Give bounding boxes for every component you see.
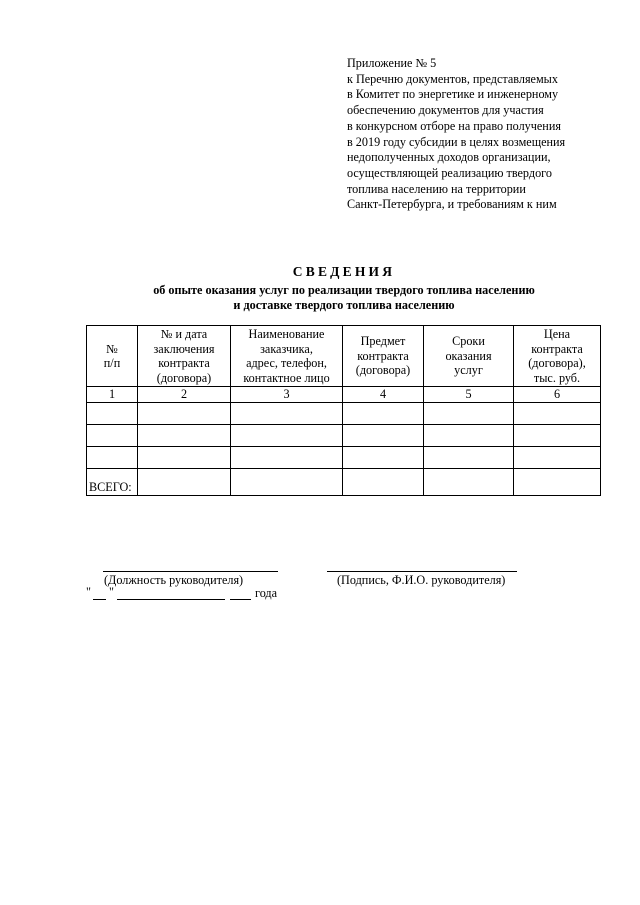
- signature-line: [327, 571, 517, 572]
- table-cell: [231, 402, 343, 424]
- table-cell: [424, 424, 514, 446]
- annex-line: обеспечению документов для участия: [347, 103, 544, 118]
- column-number: 5: [424, 387, 514, 403]
- table-cell: [424, 446, 514, 468]
- annex-line: к Перечню документов, представляемых: [347, 71, 558, 86]
- annex-line: топлива населению на территории: [347, 181, 526, 196]
- table-row: [87, 402, 601, 424]
- header-service-terms: Сроки оказания услуг: [424, 326, 514, 387]
- table-row: [87, 424, 601, 446]
- table-cell: [87, 446, 138, 468]
- position-line: [103, 571, 278, 572]
- header-row-number: № п/п: [87, 326, 138, 387]
- header-contract-price: Цена контракта (договора), тыс. руб.: [514, 326, 601, 387]
- table-cell: [138, 446, 231, 468]
- date-month-line: [117, 599, 225, 600]
- column-number: 6: [514, 387, 601, 403]
- table-cell: [231, 446, 343, 468]
- signature-caption: (Подпись, Ф.И.О. руководителя): [337, 573, 506, 587]
- annex-line: Приложение № 5: [347, 56, 437, 70]
- table-cell: [343, 446, 424, 468]
- table-cell: [343, 402, 424, 424]
- header-contract-subject: Предмет контракта (договора): [343, 326, 424, 387]
- table-cell: [231, 424, 343, 446]
- table-cell: [514, 402, 601, 424]
- position-caption: (Должность руководителя): [104, 573, 244, 587]
- table-cell: [138, 402, 231, 424]
- table-cell: [231, 468, 343, 495]
- column-number-row: [87, 387, 601, 403]
- column-number: 2: [138, 387, 231, 403]
- table-cell: [514, 446, 601, 468]
- table-cell: [343, 468, 424, 495]
- table-row: [87, 446, 601, 468]
- date-quote-open: ": [86, 585, 91, 599]
- table-cell: [87, 402, 138, 424]
- table-cell: [514, 424, 601, 446]
- table-cell: [343, 424, 424, 446]
- annex-line: недополученных доходов организации,: [347, 150, 551, 165]
- annex-line: в Комитет по энергетике и инженерному: [347, 87, 559, 102]
- column-number: 1: [87, 387, 138, 403]
- total-label: ВСЕГО:: [87, 468, 138, 495]
- table-cell: [424, 402, 514, 424]
- total-row: [87, 468, 601, 495]
- experience-table: [86, 325, 601, 496]
- date-quote-close: ": [109, 585, 114, 599]
- table-cell: [138, 424, 231, 446]
- table-header-row: [87, 326, 601, 387]
- annex-line: в конкурсном отборе на право получения: [347, 118, 561, 133]
- header-customer: Наименование заказчика, адрес, телефон, контактное лицо: [231, 326, 343, 387]
- header-contract-number-date: № и дата заключения контракта (договора): [138, 326, 231, 387]
- table-cell: [514, 468, 601, 495]
- table-cell: [87, 424, 138, 446]
- annex-line: осуществляющей реализацию твердого: [347, 165, 552, 180]
- annex-line: Санкт-Петербурга, и требованиям к ним: [347, 197, 557, 212]
- date-year-line: [230, 599, 251, 600]
- table-cell: [138, 468, 231, 495]
- table-cell: [424, 468, 514, 495]
- document-subtitle-line1: об опыте оказания услуг по реализации твердого топлива населению: [153, 283, 535, 297]
- annex-line: в 2019 году субсидии в целях возмещения: [347, 134, 566, 149]
- date-day-line: [93, 599, 106, 600]
- column-number: 4: [343, 387, 424, 403]
- date-year-word: года: [255, 586, 278, 600]
- annex-block: [347, 56, 627, 213]
- column-number: 3: [231, 387, 343, 403]
- document-title: СВЕДЕНИЯ: [292, 264, 396, 279]
- document-subtitle-line2: и доставке твердого топлива населению: [233, 298, 455, 312]
